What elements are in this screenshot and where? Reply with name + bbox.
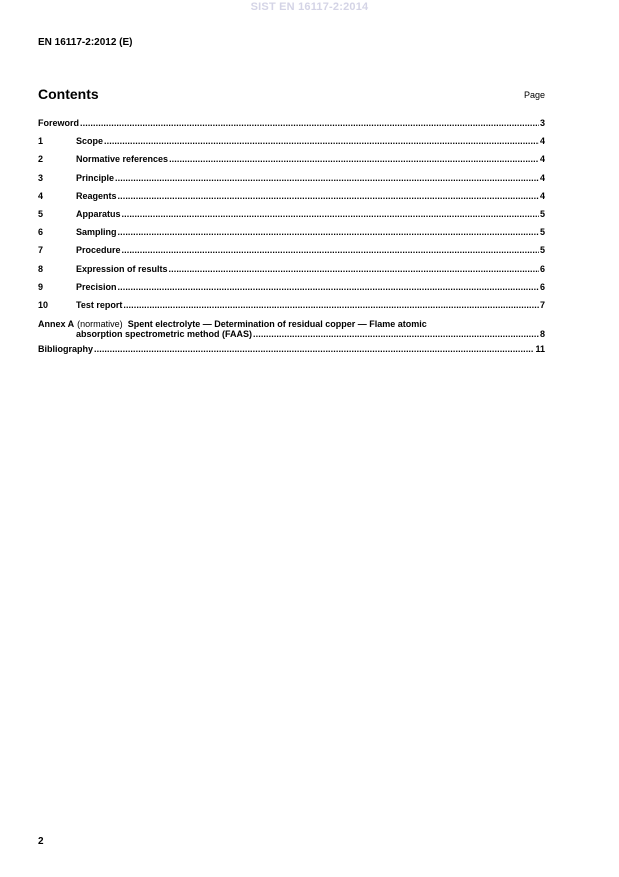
toc-entry-page: 4 [539, 136, 545, 147]
toc-entry-title: Sampling [76, 227, 117, 238]
dot-leader [169, 264, 539, 274]
dot-leader [104, 136, 539, 146]
toc-entry-page: 5 [539, 245, 545, 256]
watermark: SIST EN 16117-2:2014 [250, 1, 369, 13]
toc-entry-number: 4 [38, 190, 44, 201]
toc-entry-number: 8 [38, 263, 44, 274]
page-column-label: Page [523, 90, 545, 100]
toc-entry-title: Bibliography [38, 344, 94, 355]
toc-entry[interactable] [38, 173, 545, 191]
dot-leader [118, 227, 539, 237]
toc-entry-title: Apparatus [76, 208, 121, 219]
toc-entry-page: 4 [539, 190, 545, 201]
dot-leader [118, 282, 539, 292]
page-number: 2 [38, 836, 44, 847]
dot-leader [118, 191, 539, 201]
toc-entry-annex-a[interactable] [38, 319, 545, 339]
annex-title-line2: absorption spectrometric method (FAAS) [76, 329, 253, 340]
dot-leader [253, 329, 539, 339]
dot-leader [80, 118, 539, 128]
dot-leader [122, 245, 539, 255]
toc-entry[interactable] [38, 136, 545, 154]
toc-entry-number: 7 [38, 245, 44, 256]
document-id: EN 16117-2:2012 (E) [38, 37, 133, 48]
toc-entry-title: Foreword [38, 118, 80, 128]
toc-entry-number: 9 [38, 281, 44, 292]
toc-entry-page: 7 [539, 299, 545, 310]
toc-entry-page: 4 [539, 172, 545, 183]
toc-entry-title: Test report [76, 299, 123, 310]
toc-entry-title: Normative references [76, 154, 169, 165]
toc-entry-title: Principle [76, 172, 115, 183]
toc-entry[interactable] [38, 264, 545, 282]
annex-type: (normative) [77, 319, 123, 330]
toc-entry[interactable] [38, 154, 545, 172]
table-of-contents [38, 118, 545, 362]
toc-entry-number: 5 [38, 208, 44, 219]
toc-entry[interactable] [38, 300, 545, 318]
contents-heading: Contents [38, 86, 99, 102]
toc-entry[interactable] [38, 191, 545, 209]
toc-entry-foreword[interactable] [38, 118, 545, 136]
annex-label: Annex A [38, 319, 75, 330]
toc-entry-page: 5 [539, 227, 545, 238]
toc-entry-title: Precision [76, 281, 117, 292]
toc-entry-title: Expression of results [76, 263, 168, 274]
toc-entry-bibliography[interactable] [38, 344, 545, 362]
toc-entry-title: Procedure [76, 245, 121, 256]
annex-title-line1: Spent electrolyte — Determination of residual copper — Flame atomic [127, 319, 427, 330]
toc-entry[interactable] [38, 209, 545, 227]
toc-entry-page: 5 [539, 208, 545, 219]
dot-leader [122, 209, 539, 219]
toc-entry-page: 11 [535, 344, 545, 355]
dot-leader [169, 154, 539, 164]
toc-entry-page: 4 [539, 154, 545, 165]
toc-entry-title: Reagents [76, 190, 117, 201]
toc-entry[interactable] [38, 245, 545, 263]
toc-entry-page: 8 [539, 329, 545, 340]
toc-entry[interactable] [38, 282, 545, 300]
toc-entry[interactable] [38, 227, 545, 245]
toc-entry-number: 2 [38, 154, 44, 165]
toc-entry-title: Scope [76, 136, 104, 147]
toc-entry-number: 1 [38, 136, 44, 147]
toc-entry-number: 6 [38, 227, 44, 238]
toc-entry-page: 6 [539, 263, 545, 274]
toc-entry-page: 3 [539, 118, 545, 128]
dot-leader [115, 173, 539, 183]
dot-leader [123, 300, 539, 310]
toc-entry-number: 3 [38, 172, 44, 183]
toc-entry-number: 10 [38, 299, 49, 310]
toc-entry-page: 6 [539, 281, 545, 292]
dot-leader [94, 344, 534, 354]
